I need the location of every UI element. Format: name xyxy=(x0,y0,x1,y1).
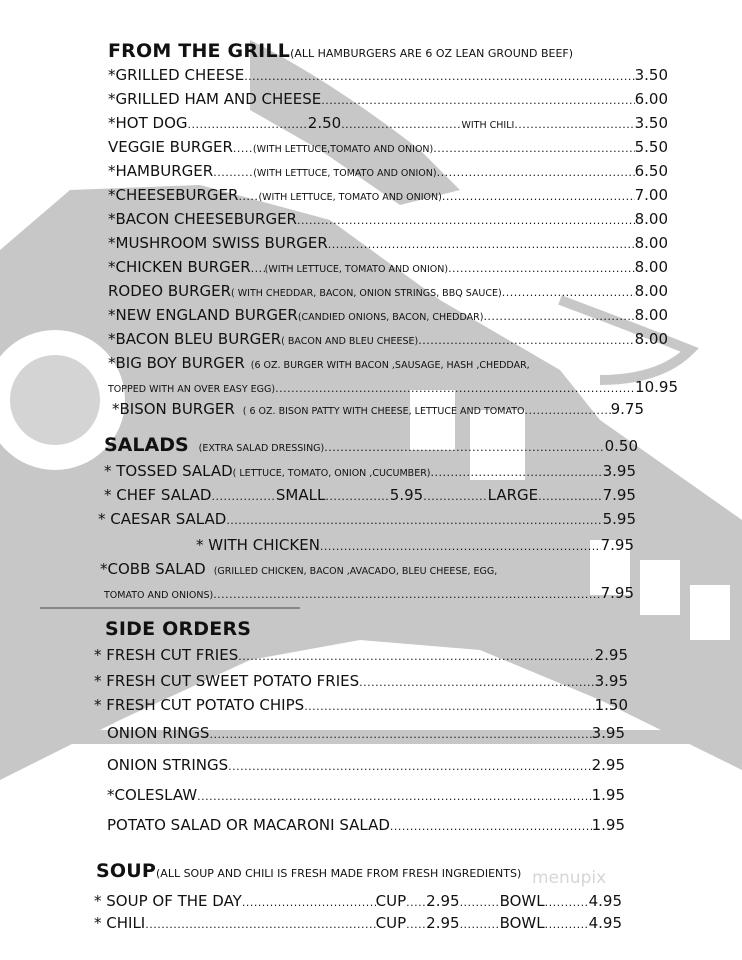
menu-item-big-boy-burger-cont xyxy=(108,378,678,396)
item-desc: (WITH LETTUCE, TOMATO AND ONION) xyxy=(253,168,437,179)
item-size-price: 2.95 xyxy=(426,914,460,932)
item-price: 7.00 xyxy=(634,186,668,204)
item-desc: (6 OZ. BURGER WITH BACON ,SAUSAGE, HASH ,CHEDDAR, xyxy=(250,360,530,371)
item-name: *BACON CHEESEBURGER xyxy=(108,210,297,228)
item-price: 4.95 xyxy=(588,892,622,910)
item-price: 2.95 xyxy=(591,756,625,774)
menu-item-chili xyxy=(94,914,622,932)
soup-note: (ALL SOUP AND CHILI IS FRESH MADE FROM FRESH INGREDIENTS) xyxy=(156,867,522,880)
item-size-label: LARGE xyxy=(487,486,539,504)
item-price: 3.95 xyxy=(591,724,625,742)
sides-title: SIDE ORDERS xyxy=(105,618,252,640)
item-price: 2.95 xyxy=(594,646,628,664)
salads-heading xyxy=(104,434,638,456)
menu-item-big-boy-burger xyxy=(108,354,668,372)
item-size-label: BOWL xyxy=(499,892,545,910)
item-price: 3.95 xyxy=(602,462,636,480)
soup-heading xyxy=(96,860,521,882)
grill-note: (ALL HAMBURGERS ARE 6 OZ LEAN GROUND BEEF) xyxy=(290,47,574,60)
item-name: *COBB SALAD xyxy=(100,560,206,578)
menu-item-cobb-salad xyxy=(100,560,640,578)
item-price: 8.00 xyxy=(634,282,668,300)
item-price: 6.50 xyxy=(634,162,668,180)
menu-item-tossed-salad xyxy=(104,462,636,480)
item-price: 7.95 xyxy=(602,486,636,504)
item-name: *GRILLED CHEESE xyxy=(108,66,245,84)
sides-heading xyxy=(105,618,251,640)
menu-item-potato-chips xyxy=(94,696,628,714)
item-name: ONION STRINGS xyxy=(107,756,229,774)
salads-note-price: 0.50 xyxy=(604,437,638,455)
menu-item-rodeo-burger xyxy=(108,282,668,300)
item-desc: (CANDIED ONIONS, BACON, CHEDDAR) xyxy=(297,312,484,323)
menu-item-grilled-cheese xyxy=(108,66,668,84)
grill-heading xyxy=(108,40,573,62)
item-name: VEGGIE BURGER xyxy=(108,138,233,156)
item-desc: (WITH LETTUCE, TOMATO AND ONION) xyxy=(264,264,449,275)
grill-title: FROM THE GRILL xyxy=(108,40,291,62)
menu-item-chicken-burger xyxy=(108,258,668,276)
item-name: *GRILLED HAM AND CHEESE xyxy=(108,90,322,108)
item-price: 1.95 xyxy=(591,816,625,834)
item-price: 1.95 xyxy=(591,786,625,804)
item-price: 3.50 xyxy=(634,66,668,84)
item-size-label: CUP xyxy=(375,892,407,910)
item-size-label: SMALL xyxy=(275,486,326,504)
item-name: POTATO SALAD OR MACARONI SALAD xyxy=(107,816,390,834)
menu-item-mushroom-swiss xyxy=(108,234,668,252)
menu-item-onion-rings xyxy=(107,724,625,742)
item-desc: (WITH LETTUCE, TOMATO AND ONION) xyxy=(258,192,442,203)
item-name: *CHEESEBURGER xyxy=(108,186,239,204)
menu-item-caesar-salad xyxy=(98,510,636,528)
item-option-label: WITH CHILI xyxy=(461,120,515,131)
item-name: * CHILI xyxy=(94,914,146,932)
item-name: ONION RINGS xyxy=(107,724,210,742)
item-price: 4.95 xyxy=(588,914,622,932)
item-size-label: CUP xyxy=(375,914,407,932)
item-price-plain: 2.50 xyxy=(307,114,342,132)
item-desc-cont: TOMATO AND ONIONS) xyxy=(104,590,214,601)
watermark: menupix xyxy=(532,868,607,888)
item-price: 8.00 xyxy=(634,306,668,324)
item-name: *NEW ENGLAND BURGER xyxy=(108,306,298,324)
item-desc: ( 6 OZ. BISON PATTY WITH CHEESE, LETTUCE AND TOMATO xyxy=(242,406,525,417)
item-size-price: 2.95 xyxy=(426,892,460,910)
soup-title: SOUP xyxy=(96,860,156,882)
item-name: RODEO BURGER xyxy=(108,282,232,300)
item-desc: (WITH LETTUCE,TOMATO AND ONION) xyxy=(252,144,434,155)
menu-item-soup-of-the-day xyxy=(94,892,622,910)
item-price: 10.95 xyxy=(635,378,678,396)
item-name: * FRESH CUT POTATO CHIPS xyxy=(94,696,305,714)
item-name: *HOT DOG xyxy=(108,114,188,132)
item-price: 3.95 xyxy=(594,672,628,690)
menu-item-coleslaw xyxy=(107,786,625,804)
item-desc: ( LETTUCE, TOMATO, ONION ,CUCUMBER) xyxy=(232,468,431,479)
salads-title: SALADS xyxy=(104,434,189,456)
item-name: * FRESH CUT FRIES xyxy=(94,646,239,664)
item-name: * CHEF SALAD xyxy=(104,486,212,504)
menu-item-cheeseburger xyxy=(108,186,668,204)
menu-item-bacon-bleu-burger xyxy=(108,330,668,348)
item-desc: ( BACON AND BLEU CHEESE) xyxy=(281,336,419,347)
item-name: * WITH CHICKEN xyxy=(196,536,320,554)
item-price: 7.95 xyxy=(600,536,634,554)
menu-item-chef-salad xyxy=(104,486,636,504)
item-desc-cont: TOPPED WITH AN OVER EASY EGG) xyxy=(108,384,276,395)
menu-item-onion-strings xyxy=(107,756,625,774)
menu-item-new-england-burger xyxy=(108,306,668,324)
item-price: 8.00 xyxy=(634,330,668,348)
item-name: *BISON BURGER xyxy=(112,400,235,418)
menu-item-bison-burger xyxy=(112,400,644,418)
menu-item-hot-dog xyxy=(108,114,668,132)
item-desc: (GRILLED CHICKEN, BACON ,AVACADO, BLEU CHEESE, EGG, xyxy=(213,566,498,577)
item-price: 9.75 xyxy=(610,400,644,418)
item-name: * SOUP OF THE DAY xyxy=(94,892,242,910)
menu-item-veggie-burger xyxy=(108,138,668,156)
item-price: 1.50 xyxy=(594,696,628,714)
item-price: 8.00 xyxy=(634,210,668,228)
menu-item-grilled-ham-cheese xyxy=(108,90,668,108)
item-name: *BIG BOY BURGER xyxy=(108,354,245,372)
item-name: *CHICKEN BURGER xyxy=(108,258,251,276)
menu-item-cobb-salad-cont xyxy=(104,584,634,602)
item-name: *HAMBURGER xyxy=(108,162,214,180)
item-price: 5.50 xyxy=(634,138,668,156)
menu-item-caesar-with-chicken xyxy=(196,536,634,554)
item-price: 6.00 xyxy=(634,90,668,108)
item-size-label: BOWL xyxy=(499,914,545,932)
item-size-price: 5.95 xyxy=(389,486,424,504)
item-name: *COLESLAW xyxy=(107,786,198,804)
menu-item-hamburger xyxy=(108,162,668,180)
item-name: *BACON BLEU BURGER xyxy=(108,330,282,348)
menu-item-fries xyxy=(94,646,628,664)
item-price: 5.95 xyxy=(602,510,636,528)
item-name: *MUSHROOM SWISS BURGER xyxy=(108,234,328,252)
item-price: 7.95 xyxy=(600,584,634,602)
item-price: 3.50 xyxy=(634,114,668,132)
salads-note: (EXTRA SALAD DRESSING) xyxy=(198,443,325,454)
item-name: * CAESAR SALAD xyxy=(98,510,227,528)
item-desc: ( WITH CHEDDAR, BACON, ONION STRINGS, BBQ SAUCE) xyxy=(231,288,502,299)
menu-item-potato-macaroni-salad xyxy=(107,816,625,834)
item-price: 8.00 xyxy=(634,234,668,252)
item-price: 8.00 xyxy=(634,258,668,276)
menu-item-sweet-potato-fries xyxy=(94,672,628,690)
menu-item-bacon-cheeseburger xyxy=(108,210,668,228)
item-name: * TOSSED SALAD xyxy=(104,462,233,480)
item-name: * FRESH CUT SWEET POTATO FRIES xyxy=(94,672,360,690)
